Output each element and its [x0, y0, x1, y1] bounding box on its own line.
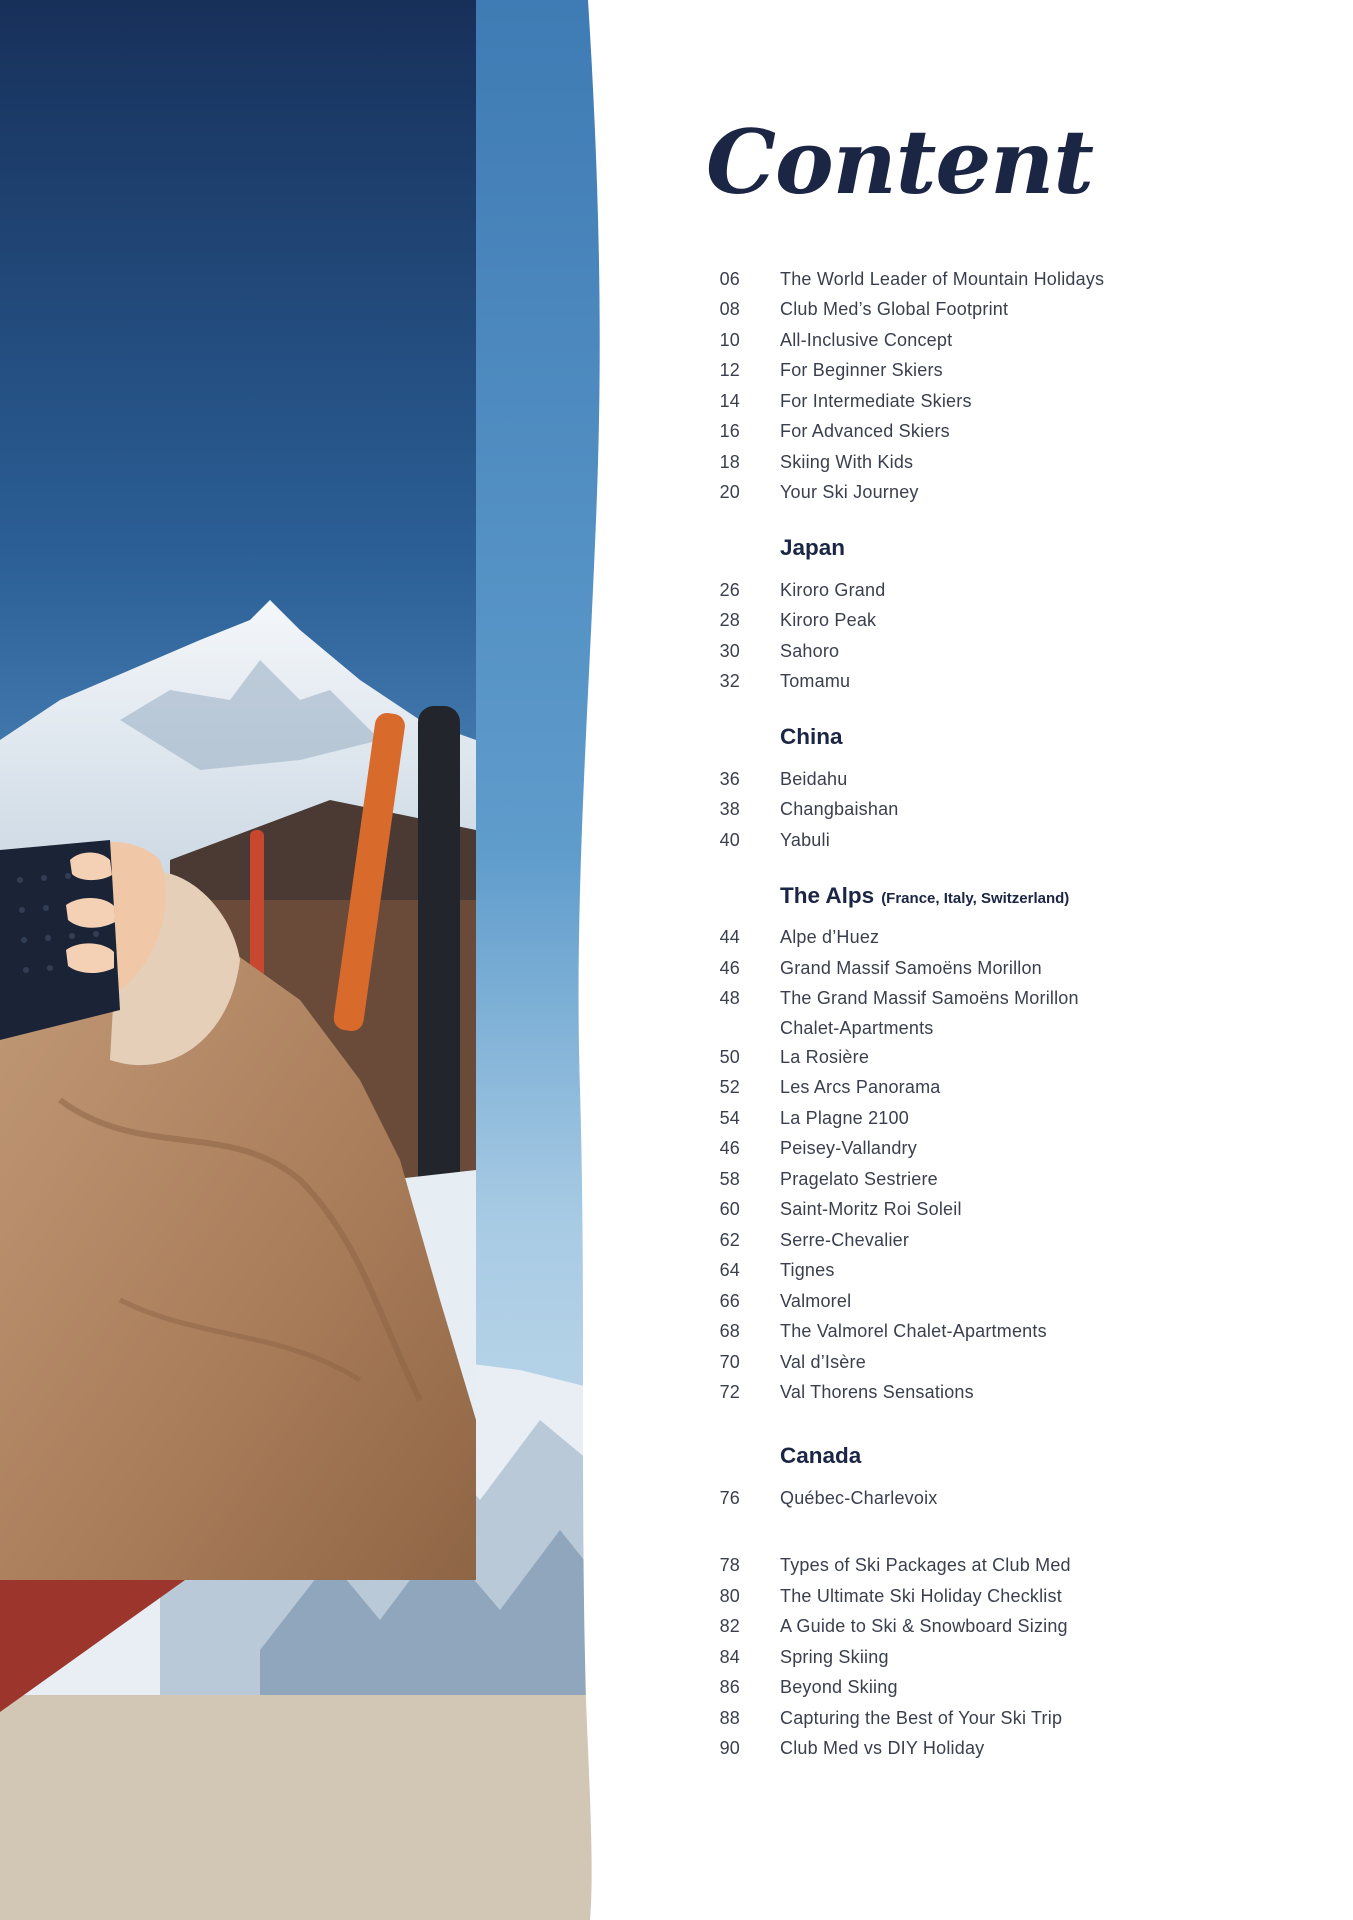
toc-entry: [700, 264, 1320, 295]
section-heading: [780, 724, 1320, 764]
toc-entry: [700, 1103, 1320, 1134]
section-heading-text: The Alps: [780, 882, 875, 908]
toc-entry: [700, 1483, 1320, 1514]
section-heading: [780, 1443, 1320, 1483]
toc-entry: [700, 1073, 1320, 1104]
toc-entry: [700, 325, 1320, 356]
page-number: 84: [719, 1646, 740, 1667]
entry-label: For Advanced Skiers: [780, 421, 950, 442]
toc-entry: [700, 923, 1320, 954]
page-number: 60: [719, 1199, 740, 1220]
section-heading-text: Canada: [780, 1443, 862, 1468]
toc-entry: [700, 1612, 1320, 1643]
page-number: 10: [719, 329, 740, 350]
page-number: 62: [719, 1229, 740, 1250]
page-number: 58: [719, 1168, 740, 1189]
page-number: 70: [719, 1351, 740, 1372]
page-number: 36: [719, 768, 740, 789]
page-number: 46: [719, 957, 740, 978]
collage-svg: [0, 0, 600, 1920]
page-number: 16: [719, 421, 740, 442]
entry-label: La Rosière: [780, 1046, 870, 1067]
section-heading: [780, 535, 1320, 575]
toc-entry: [700, 1642, 1320, 1673]
entry-label: For Beginner Skiers: [780, 360, 943, 381]
toc-entry: [700, 1164, 1320, 1195]
entry-label-continued: Chalet-Apartments: [780, 1017, 934, 1038]
section-heading-text: China: [780, 724, 843, 749]
entry-label: Capturing the Best of Your Ski Trip: [780, 1707, 1063, 1728]
section-heading-text: Japan: [780, 535, 846, 560]
toc-entry: [700, 1581, 1320, 1612]
toc-entry: [700, 825, 1320, 856]
entry-label: Serre-Chevalier: [780, 1229, 910, 1250]
toc-entry: [700, 667, 1320, 698]
entry-label: Grand Massif Samoëns Morillon: [780, 957, 1042, 978]
entry-label: Yabuli: [780, 829, 830, 850]
entry-label: Club Med’s Global Footprint: [780, 299, 1009, 320]
page-number: 66: [719, 1290, 740, 1311]
page-number: 12: [719, 360, 740, 381]
toc-entry: [700, 1286, 1320, 1317]
toc-entry: [700, 1134, 1320, 1165]
toc-entry: [700, 984, 1320, 1015]
page-title: Content: [706, 110, 1093, 214]
entry-label: The Ultimate Ski Holiday Checklist: [780, 1585, 1062, 1606]
toc-entry: [700, 1734, 1320, 1765]
toc-entry: [700, 1042, 1320, 1073]
toc-group-intro: [700, 264, 1320, 508]
page-number: 52: [719, 1077, 740, 1098]
page-number: 14: [719, 390, 740, 411]
entry-label: Val Thorens Sensations: [780, 1382, 974, 1403]
entry-label: Skiing With Kids: [780, 451, 914, 472]
entry-label: Your Ski Journey: [780, 482, 919, 503]
toc-entry: [700, 478, 1320, 509]
toc-entry: [700, 953, 1320, 984]
page-number: 28: [719, 610, 740, 631]
page-number: 32: [719, 671, 740, 692]
entry-label: Saint-Moritz Roi Soleil: [780, 1199, 962, 1220]
page-number: 26: [719, 579, 740, 600]
toc-group-japan: [700, 535, 1320, 697]
entry-label: Spring Skiing: [780, 1646, 889, 1667]
page-number: 50: [719, 1046, 740, 1067]
entry-label: Types of Ski Packages at Club Med: [780, 1555, 1071, 1576]
page-number: 46: [719, 1138, 740, 1159]
entry-label: For Intermediate Skiers: [780, 390, 972, 411]
page-number: 40: [719, 829, 740, 850]
page-number: 54: [719, 1107, 740, 1128]
toc-entry: [700, 295, 1320, 326]
toc-entry: [700, 575, 1320, 606]
toc-group-canada: [700, 1443, 1320, 1514]
page-number: 08: [719, 299, 740, 320]
toc-entry: [700, 1551, 1320, 1582]
toc-entry: [700, 606, 1320, 637]
page-number: 30: [719, 640, 740, 661]
entry-label: Québec-Charlevoix: [780, 1487, 938, 1508]
toc-entry: [700, 1347, 1320, 1378]
entry-label: The Valmorel Chalet-Apartments: [780, 1321, 1047, 1342]
toc-entry: [700, 1195, 1320, 1226]
toc-entry: [700, 1673, 1320, 1704]
page-number: 06: [719, 268, 740, 289]
entry-label: Valmorel: [780, 1290, 852, 1311]
toc-entry: [700, 1378, 1320, 1409]
entry-label: Les Arcs Panorama: [780, 1077, 941, 1098]
page-number: 76: [719, 1487, 740, 1508]
toc-entry: [700, 1225, 1320, 1256]
section-heading: [780, 883, 1320, 923]
entry-label: A Guide to Ski & Snowboard Sizing: [780, 1616, 1068, 1637]
page-number: 64: [719, 1260, 740, 1281]
toc-entry: [700, 795, 1320, 826]
toc-group-alps: [700, 883, 1320, 1409]
toc-entry: [700, 1317, 1320, 1348]
entry-label: Sahoro: [780, 640, 840, 661]
page-number: 44: [719, 927, 740, 948]
toc-entries: [700, 264, 1320, 1764]
toc-entry: [700, 636, 1320, 667]
toc-entry: [700, 1703, 1320, 1734]
page-number: 86: [719, 1677, 740, 1698]
page-number: 20: [719, 482, 740, 503]
page-number: 68: [719, 1321, 740, 1342]
toc-entry: [700, 417, 1320, 448]
photo-collage: [0, 0, 600, 1920]
toc-entry: [700, 764, 1320, 795]
entry-label: All-Inclusive Concept: [780, 329, 953, 350]
entry-label: La Plagne 2100: [780, 1107, 909, 1128]
entry-label: Tomamu: [780, 671, 851, 692]
toc-entry: [700, 356, 1320, 387]
page-number: 38: [719, 799, 740, 820]
entry-label: The World Leader of Mountain Holidays: [780, 268, 1105, 289]
entry-label: Pragelato Sestriere: [780, 1168, 938, 1189]
entry-label: Beidahu: [780, 768, 848, 789]
front-photo: [0, 0, 476, 1580]
entry-label: Peisey-Vallandry: [780, 1138, 917, 1159]
entry-label: Kiroro Peak: [780, 610, 877, 631]
entry-label: Beyond Skiing: [780, 1677, 898, 1698]
toc-entry: [700, 1256, 1320, 1287]
toc-group-extras: [700, 1551, 1320, 1765]
section-note: (France, Italy, Switzerland): [881, 889, 1070, 907]
toc-entry-continued: [700, 1014, 1320, 1042]
entry-label: Alpe d’Huez: [780, 927, 880, 948]
toc-group-china: [700, 724, 1320, 856]
page-number: 82: [719, 1616, 740, 1637]
page-number: 18: [719, 451, 740, 472]
page-number: 78: [719, 1555, 740, 1576]
entry-label: Val d’Isère: [780, 1351, 866, 1372]
page-number: 72: [719, 1382, 740, 1403]
page-number: 90: [719, 1738, 740, 1759]
toc-entry: [700, 447, 1320, 478]
page-number: 88: [719, 1707, 740, 1728]
page-number: 48: [719, 988, 740, 1009]
entry-label: Club Med vs DIY Holiday: [780, 1738, 985, 1759]
toc-entry: [700, 386, 1320, 417]
entry-label: Changbaishan: [780, 799, 899, 820]
page-number: 80: [719, 1585, 740, 1606]
entry-label: The Grand Massif Samoëns Morillon: [780, 988, 1079, 1009]
entry-label: Tignes: [780, 1260, 835, 1281]
entry-label: Kiroro Grand: [780, 579, 886, 600]
